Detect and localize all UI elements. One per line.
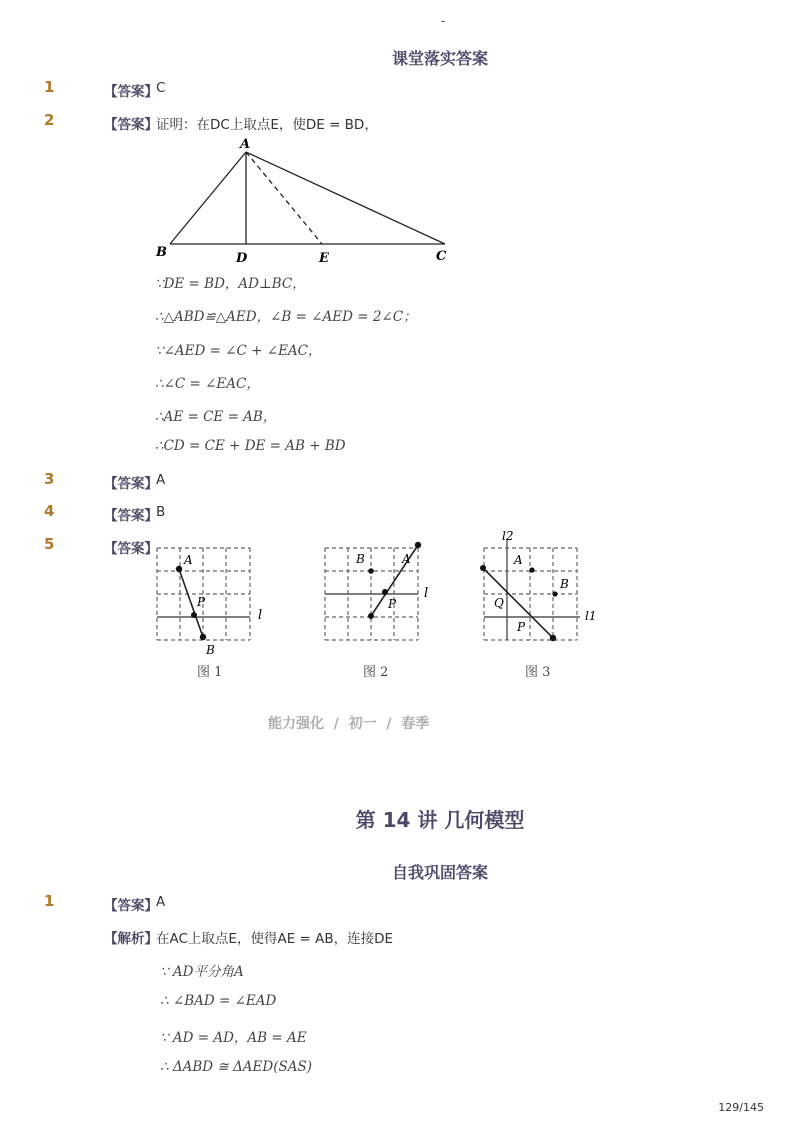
vertex-label-d: D (236, 251, 248, 265)
top-mark: - (441, 14, 446, 28)
fig3-label-l1: l1 (585, 609, 597, 623)
section-title-self-review: 自我巩固答案 (391, 863, 488, 882)
question-number-2: 2 (44, 111, 55, 129)
question-number-3: 3 (44, 470, 55, 488)
fig3-label-q: Q (494, 596, 504, 610)
answer-tag: 【答案】 (104, 117, 158, 133)
answer-value-4: B (156, 504, 166, 520)
fig1-label-p: P (197, 595, 206, 609)
fig3-label-b: B (560, 577, 569, 591)
figure-caption-2: 图 2 (363, 665, 389, 680)
answer-tag: 【答案】 (104, 508, 158, 524)
figure-caption-1: 图 1 (197, 665, 223, 680)
page-number: 129/145 (718, 1101, 764, 1114)
analysis-line: ∵ AD平分角A (160, 964, 244, 980)
vertex-label-e: E (319, 251, 329, 265)
analysis-tag: 【解析】 (104, 931, 158, 947)
grid-figure-1 (150, 540, 280, 685)
proof-lead: 证明：在DC上取点E，使DE = BD， (156, 117, 378, 133)
vertex-label-b: B (156, 245, 167, 260)
proof-line: ∴CD = CE + DE = AB + BD (155, 438, 346, 454)
proof-line: ∴AE = CE = AB， (155, 409, 277, 425)
triangle-figure (150, 135, 460, 265)
fig1-label-b: B (206, 643, 215, 657)
vertex-label-a: A (240, 137, 251, 152)
fig3-label-l2: l2 (502, 529, 514, 543)
fig1-label-a: A (184, 553, 193, 567)
fig2-label-b: B (356, 552, 365, 566)
fig1-label-l: l (258, 608, 263, 623)
answer-value-3: A (156, 472, 166, 488)
fig3-label-p: P (517, 620, 526, 634)
question-number-1: 1 (44, 892, 55, 910)
proof-line: ∴∠C = ∠EAC， (155, 376, 260, 392)
answer-tag: 【答案】 (104, 476, 158, 492)
answer-tag: 【答案】 (104, 541, 158, 557)
page-footer: 能力强化 / 初一 / 春季 (268, 716, 430, 732)
answer-value: A (156, 894, 166, 910)
lecture-title: 第 14 讲 几何模型 (355, 808, 525, 832)
answer-tag: 【答案】 (104, 84, 158, 100)
analysis-line: ∵ AD = AD，AB = AE (160, 1030, 307, 1046)
proof-line: ∵∠AED = ∠C + ∠EAC， (155, 343, 322, 359)
figure-caption-3: 图 3 (525, 665, 551, 680)
grid-figure-3 (476, 522, 611, 685)
vertex-label-c: C (436, 249, 447, 264)
fig2-label-a: A (402, 552, 411, 566)
answer-value-1: C (156, 80, 166, 96)
question-number-1: 1 (44, 78, 55, 96)
question-number-5: 5 (44, 535, 55, 553)
analysis-text: 在AC上取点E，使得AE = AB，连接DE (156, 931, 394, 947)
answer-tag: 【答案】 (104, 898, 158, 914)
grid-figure-2 (318, 540, 448, 685)
fig2-label-p: P (388, 597, 397, 611)
question-number-4: 4 (44, 502, 55, 520)
proof-line: ∵DE = BD，AD⊥BC， (155, 276, 306, 292)
analysis-line: ∴ ∠BAD = ∠EAD (160, 993, 277, 1009)
fig3-label-a: A (514, 553, 523, 567)
analysis-line: ∴ ΔABD ≅ ΔAED(SAS) (160, 1059, 312, 1075)
section-title-classroom: 课堂落实答案 (391, 49, 488, 68)
fig2-label-l: l (424, 586, 429, 601)
proof-line: ∴△ABD≌△AED，∠B = ∠AED = 2∠C； (155, 309, 417, 325)
